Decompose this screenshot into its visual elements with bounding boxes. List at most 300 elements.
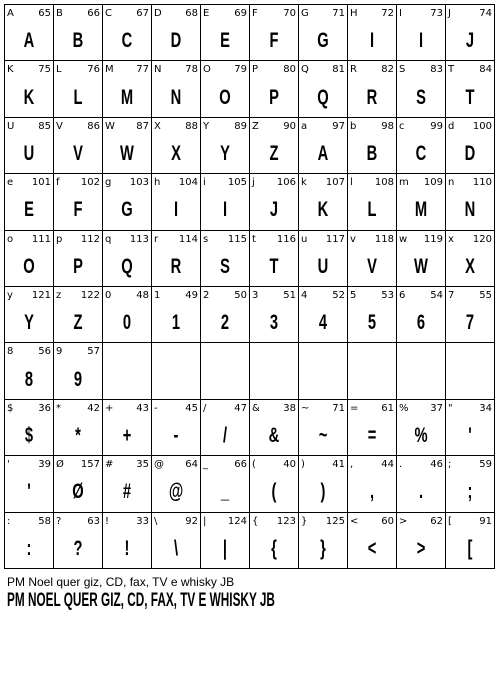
glyph-label (399, 8, 443, 20)
glyph-cell (397, 456, 446, 512)
glyph-sample: 7 (465, 311, 475, 335)
character-map-grid (4, 4, 495, 569)
glyph-label (301, 290, 345, 302)
glyph-cell (54, 5, 103, 61)
glyph-cell (201, 343, 250, 399)
glyph-label (7, 346, 51, 358)
glyph-cell (103, 400, 152, 456)
glyph-sample: Z (73, 311, 83, 335)
glyph-sample: B (72, 29, 84, 53)
glyph-sample: Ø (72, 480, 84, 504)
glyph-sample: # (122, 480, 132, 504)
glyph-code: 102 (80, 177, 100, 189)
glyph-cell (250, 456, 299, 512)
glyph-code: 76 (87, 64, 100, 76)
glyph-label (7, 290, 51, 302)
glyph-char: 2 (203, 290, 210, 301)
glyph-code: 104 (178, 177, 198, 189)
glyph-cell (152, 343, 201, 399)
glyph-char: a (301, 120, 308, 132)
glyph-label (56, 121, 100, 133)
glyph-code: 119 (423, 233, 443, 245)
glyph-code: 108 (374, 177, 394, 189)
glyph-cell (201, 231, 250, 287)
glyph-label (399, 516, 443, 528)
glyph-code: 66 (234, 459, 247, 471)
glyph-char: / (203, 402, 207, 414)
glyph-cell (397, 343, 446, 399)
glyph-char: + (105, 402, 114, 414)
glyph-sample: S (220, 254, 230, 278)
glyph-char: D (154, 8, 162, 19)
glyph-cell (299, 61, 348, 117)
glyph-code: 56 (38, 346, 51, 358)
glyph-label (252, 177, 296, 189)
glyph-char: u (301, 233, 308, 245)
glyph-char: h (154, 177, 161, 189)
glyph-code: 33 (136, 515, 149, 527)
glyph-cell (5, 118, 54, 174)
glyph-cell (348, 231, 397, 287)
glyph-code: 60 (381, 515, 394, 527)
glyph-cell (201, 287, 250, 343)
glyph-char: p (56, 233, 63, 245)
glyph-label (154, 8, 198, 20)
glyph-cell (397, 5, 446, 61)
glyph-label (203, 121, 247, 133)
glyph-char: @ (154, 459, 164, 471)
glyph-code: 113 (129, 233, 149, 245)
glyph-label (350, 234, 394, 246)
glyph-sample: U (23, 141, 35, 165)
glyph-sample: R (366, 85, 378, 109)
glyph-char: . (399, 459, 403, 471)
glyph-char: g (105, 177, 112, 189)
glyph-cell (5, 231, 54, 287)
glyph-label (56, 346, 100, 358)
glyph-sample: { (271, 536, 277, 560)
glyph-code: 46 (430, 459, 443, 471)
glyph-code: 55 (479, 290, 492, 301)
glyph-cell (299, 456, 348, 512)
glyph-char: U (7, 120, 15, 132)
glyph-sample: I (418, 29, 424, 53)
glyph-label (203, 516, 247, 528)
glyph-code: 78 (185, 64, 198, 76)
glyph-label (399, 234, 443, 246)
glyph-cell (348, 343, 397, 399)
glyph-char: 9 (56, 346, 63, 358)
glyph-cell (5, 287, 54, 343)
glyph-char: P (252, 64, 259, 76)
glyph-label (448, 121, 492, 133)
glyph-label (301, 403, 345, 415)
glyph-label (56, 459, 100, 471)
glyph-sample: ( (271, 480, 277, 504)
glyph-char: B (56, 8, 63, 19)
glyph-cell (54, 513, 103, 569)
glyph-cell (5, 513, 54, 569)
glyph-sample: F (73, 198, 83, 222)
glyph-cell (103, 456, 152, 512)
glyph-char: t (252, 233, 256, 245)
glyph-cell (446, 61, 495, 117)
glyph-cell (250, 400, 299, 456)
glyph-cell (446, 400, 495, 456)
glyph-code: 42 (87, 402, 100, 414)
glyph-cell (152, 118, 201, 174)
glyph-char: ) (301, 459, 305, 471)
glyph-cell (54, 61, 103, 117)
glyph-label (350, 121, 394, 133)
glyph-sample: [ (467, 536, 473, 560)
glyph-sample: T (465, 85, 475, 109)
glyph-char: \ (154, 515, 158, 527)
glyph-label (350, 403, 394, 415)
glyph-code: 69 (234, 8, 247, 19)
glyph-cell (54, 343, 103, 399)
glyph-label (105, 8, 149, 20)
glyph-label (448, 8, 492, 20)
glyph-label (154, 64, 198, 76)
glyph-sample: ; (467, 480, 473, 504)
glyph-code: 81 (332, 64, 345, 76)
glyph-char: & (252, 402, 260, 414)
glyph-code: 34 (479, 402, 492, 414)
glyph-code: 112 (80, 233, 100, 245)
glyph-char: k (301, 177, 307, 189)
glyph-char: { (252, 515, 259, 527)
glyph-char: 7 (448, 290, 455, 301)
glyph-cell (54, 400, 103, 456)
glyph-char: ; (448, 459, 452, 471)
glyph-code: 118 (374, 233, 394, 245)
glyph-label (301, 234, 345, 246)
glyph-code: 98 (381, 120, 394, 132)
glyph-char: - (154, 402, 158, 414)
glyph-code: 103 (129, 177, 149, 189)
glyph-code: 71 (332, 8, 345, 19)
glyph-char: z (56, 290, 62, 301)
glyph-sample: X (465, 254, 475, 278)
glyph-char: Y (203, 120, 210, 132)
glyph-label (203, 290, 247, 302)
glyph-label (301, 8, 345, 20)
glyph-label (105, 121, 149, 133)
glyph-label (252, 64, 296, 76)
glyph-cell (152, 231, 201, 287)
glyph-char: * (56, 402, 61, 414)
glyph-sample: J (269, 198, 279, 222)
glyph-label (301, 177, 345, 189)
glyph-code: 73 (430, 8, 443, 19)
glyph-code: 83 (430, 64, 443, 76)
glyph-label (448, 177, 492, 189)
glyph-cell (446, 231, 495, 287)
glyph-char: m (399, 177, 409, 189)
glyph-label (399, 177, 443, 189)
glyph-cell (250, 118, 299, 174)
glyph-label (56, 403, 100, 415)
glyph-cell (5, 174, 54, 230)
glyph-char: L (56, 64, 62, 76)
glyph-cell (103, 5, 152, 61)
glyph-cell (5, 61, 54, 117)
glyph-label (350, 64, 394, 76)
glyph-cell (54, 287, 103, 343)
glyph-cell (348, 513, 397, 569)
glyph-cell (5, 343, 54, 399)
glyph-label (399, 290, 443, 302)
glyph-code: 77 (136, 64, 149, 76)
glyph-char: ! (105, 515, 110, 527)
glyph-label (448, 234, 492, 246)
glyph-cell (152, 174, 201, 230)
glyph-cell (446, 343, 495, 399)
glyph-cell (250, 287, 299, 343)
glyph-sample: W (414, 254, 428, 278)
glyph-label (7, 8, 51, 20)
glyph-cell (5, 456, 54, 512)
glyph-code: 124 (227, 515, 247, 527)
glyph-label (7, 403, 51, 415)
glyph-cell (54, 174, 103, 230)
glyph-label (350, 459, 394, 471)
glyph-label (56, 290, 100, 302)
glyph-char: v (350, 233, 356, 245)
glyph-code: 105 (227, 177, 247, 189)
glyph-code: 65 (38, 8, 51, 19)
glyph-label (399, 64, 443, 76)
glyph-code: 43 (136, 402, 149, 414)
glyph-sample: V (367, 254, 377, 278)
glyph-sample: \ (173, 536, 179, 560)
glyph-code: 91 (479, 515, 492, 527)
glyph-code: 50 (234, 290, 247, 301)
glyph-cell (201, 400, 250, 456)
glyph-cell (103, 118, 152, 174)
glyph-char: W (105, 120, 115, 132)
glyph-cell (250, 5, 299, 61)
glyph-char: E (203, 8, 210, 19)
glyph-sample: R (170, 254, 182, 278)
glyph-sample: + (122, 423, 132, 447)
glyph-code: 116 (276, 233, 296, 245)
glyph-code: 121 (31, 290, 51, 301)
glyph-code: 107 (325, 177, 345, 189)
glyph-cell (250, 513, 299, 569)
glyph-char: 8 (7, 346, 14, 358)
glyph-cell (152, 5, 201, 61)
glyph-label (350, 8, 394, 20)
glyph-sample: V (73, 141, 83, 165)
glyph-char: i (203, 177, 206, 189)
glyph-code: 35 (136, 459, 149, 471)
glyph-label (252, 290, 296, 302)
glyph-sample: ~ (318, 423, 328, 447)
glyph-cell (446, 118, 495, 174)
glyph-sample: M (120, 85, 134, 109)
glyph-sample: Q (317, 85, 329, 109)
glyph-sample: N (464, 198, 476, 222)
glyph-label (7, 177, 51, 189)
glyph-cell (152, 400, 201, 456)
glyph-cell (54, 118, 103, 174)
glyph-code: 117 (325, 233, 345, 245)
glyph-sample: B (366, 141, 378, 165)
glyph-code: 92 (185, 515, 198, 527)
glyph-cell (250, 343, 299, 399)
glyph-sample: P (269, 85, 279, 109)
glyph-code: 59 (479, 459, 492, 471)
glyph-label (56, 64, 100, 76)
glyph-char: e (7, 177, 14, 189)
sample-text-plain: PM Noel quer giz, CD, fax, TV e whisky JB (7, 575, 235, 589)
glyph-char: # (105, 459, 114, 471)
glyph-char: f (56, 177, 60, 189)
glyph-cell (299, 5, 348, 61)
glyph-label (399, 121, 443, 133)
glyph-char: l (350, 177, 353, 189)
glyph-code: 89 (234, 120, 247, 132)
glyph-label (105, 177, 149, 189)
glyph-label (154, 177, 198, 189)
glyph-sample: Z (269, 141, 279, 165)
glyph-sample: * (75, 423, 81, 447)
glyph-char: A (7, 8, 14, 19)
glyph-char: 3 (252, 290, 259, 301)
glyph-code: 70 (283, 8, 296, 19)
glyph-sample: 5 (367, 311, 377, 335)
glyph-cell (201, 61, 250, 117)
glyph-label (350, 516, 394, 528)
glyph-char: } (301, 515, 308, 527)
glyph-code: 80 (283, 64, 296, 76)
glyph-sample: Q (121, 254, 133, 278)
glyph-sample: : (26, 536, 32, 560)
glyph-char: < (350, 515, 359, 527)
glyph-sample: 8 (24, 367, 34, 391)
glyph-sample: I (222, 198, 228, 222)
glyph-cell (54, 231, 103, 287)
glyph-sample: > (416, 536, 426, 560)
glyph-char: ( (252, 459, 256, 471)
glyph-label (252, 234, 296, 246)
glyph-cell (446, 513, 495, 569)
glyph-code: 85 (38, 120, 51, 132)
glyph-code: 157 (80, 459, 100, 471)
glyph-sample: 2 (220, 311, 230, 335)
glyph-char: H (350, 8, 358, 19)
glyph-code: 114 (178, 233, 198, 245)
glyph-code: 87 (136, 120, 149, 132)
glyph-cell (397, 400, 446, 456)
glyph-cell (397, 287, 446, 343)
glyph-char: | (203, 515, 207, 527)
glyph-cell (152, 61, 201, 117)
glyph-cell (446, 456, 495, 512)
glyph-label (154, 516, 198, 528)
glyph-char: _ (203, 459, 208, 471)
glyph-sample: A (23, 29, 35, 53)
glyph-cell (103, 231, 152, 287)
glyph-cell (397, 174, 446, 230)
glyph-char: ? (56, 515, 62, 527)
glyph-code: 111 (31, 233, 51, 245)
glyph-sample: = (367, 423, 377, 447)
glyph-sample: P (73, 254, 83, 278)
glyph-char: M (105, 64, 114, 76)
glyph-code: 47 (234, 402, 247, 414)
glyph-label (399, 459, 443, 471)
glyph-sample: N (170, 85, 182, 109)
glyph-code: 123 (276, 515, 296, 527)
glyph-sample: C (415, 141, 427, 165)
glyph-char: o (7, 233, 14, 245)
glyph-sample: ' (27, 480, 31, 504)
glyph-char: Z (252, 120, 259, 132)
glyph-sample: } (320, 536, 326, 560)
glyph-label (203, 403, 247, 415)
glyph-sample: | (222, 536, 228, 560)
glyph-sample: A (317, 141, 329, 165)
glyph-cell (348, 456, 397, 512)
glyph-char: ~ (301, 402, 310, 414)
glyph-sample: L (73, 85, 83, 109)
glyph-label (203, 8, 247, 20)
glyph-sample: < (367, 536, 377, 560)
glyph-label (56, 234, 100, 246)
glyph-cell (250, 174, 299, 230)
glyph-label (105, 290, 149, 302)
glyph-char: 1 (154, 290, 161, 301)
glyph-code: 115 (227, 233, 247, 245)
glyph-cell (250, 61, 299, 117)
glyph-cell (152, 513, 201, 569)
glyph-cell (348, 118, 397, 174)
glyph-code: 61 (381, 402, 394, 414)
glyph-label (252, 8, 296, 20)
glyph-sample: D (464, 141, 476, 165)
glyph-code: 40 (283, 459, 296, 471)
glyph-cell (299, 118, 348, 174)
glyph-label (448, 459, 492, 471)
glyph-cell (103, 513, 152, 569)
glyph-char: O (203, 64, 211, 76)
glyph-label (448, 403, 492, 415)
glyph-code: 49 (185, 290, 198, 301)
glyph-code: 53 (381, 290, 394, 301)
glyph-char: S (399, 64, 406, 76)
glyph-label (105, 516, 149, 528)
glyph-label (448, 64, 492, 76)
glyph-cell (299, 400, 348, 456)
glyph-char: d (448, 120, 455, 132)
glyph-label (350, 290, 394, 302)
glyph-label (7, 234, 51, 246)
glyph-code: 52 (332, 290, 345, 301)
glyph-char: C (105, 8, 112, 19)
glyph-char: = (350, 402, 359, 414)
glyph-code: 62 (430, 515, 443, 527)
glyph-sample: @ (168, 480, 184, 504)
glyph-sample: _ (220, 480, 230, 504)
glyph-code: 45 (185, 402, 198, 414)
glyph-code: 64 (185, 459, 198, 471)
glyph-code: 54 (430, 290, 443, 301)
glyph-code: 63 (87, 515, 100, 527)
glyph-label (203, 234, 247, 246)
